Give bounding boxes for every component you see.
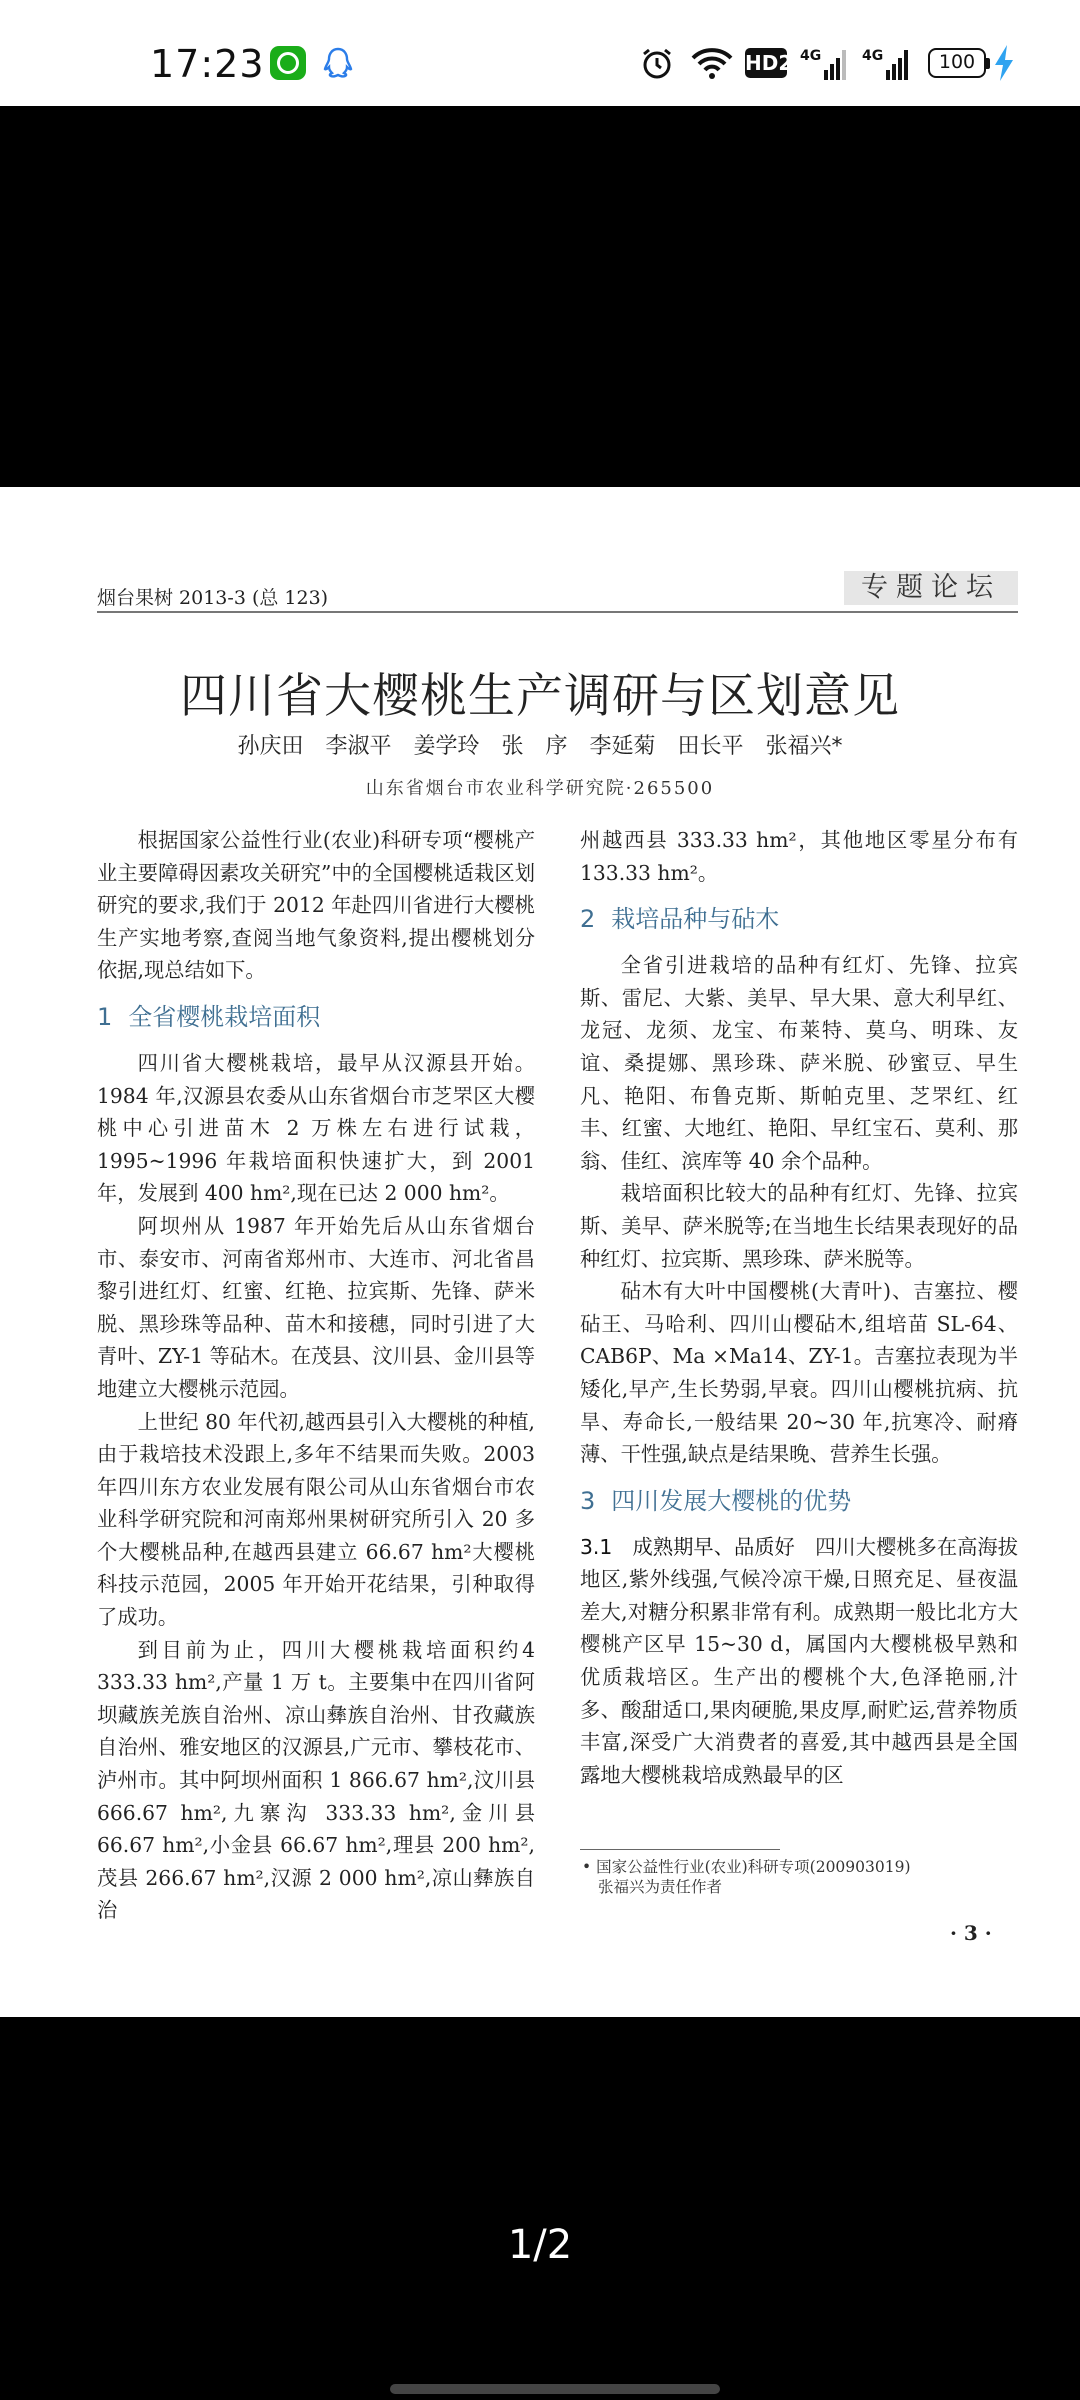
paragraph: 全省引进栽培的品种有红灯、先锋、拉宾斯、雷尼、大紫、美早、早大果、意大利早红、龙冠、龙须、龙宝、布莱特、莫乌、明珠、友谊、桑提娜、黑珍珠、萨米脱、砂蜜豆、早生凡、艳阳、布鲁克斯、斯帕克里、芝罘红、红丰、红蜜、大地红、艳阳、早红宝石、莫利、那翁、佳红、滨库等 40 余个品种。 xyxy=(580,953,1018,1173)
svg-text:4G: 4G xyxy=(862,48,884,64)
footnote xyxy=(582,1857,1022,1897)
footnote-line: 张福兴为责任作者 xyxy=(598,1878,723,1896)
paragraph: 根据国家公益性行业(农业)科研专项“樱桃产业主要障碍因素攻关研究”中的全国樱桃适栽区划研究的要求,我们于 2012 年赴四川省进行大樱桃生产实地考察,查阅当地气象资料,提出樱桃划分依据,现总结如下。 xyxy=(97,828,535,983)
section-title: 全省樱桃栽培面积 xyxy=(128,1002,321,1031)
paragraph: 栽培面积比较大的品种有红灯、先锋、拉宾斯、美早、萨米脱等;在当地生长结果表现好的品种红灯、拉宾斯、黑珍珠、萨米脱等。 xyxy=(580,1181,1018,1271)
home-indicator-bar[interactable] xyxy=(390,2384,720,2394)
document-page[interactable] xyxy=(0,487,1080,2017)
wechat-icon xyxy=(270,46,306,80)
paragraph: 到目前为止，四川大樱桃栽培面积约4 333.33 hm²,产量 1 万 t。主要集中在四川省阿坝藏族羌族自治州、凉山彝族自治州、甘孜藏族自治州、雅安地区的汉源县,广元市、攀枝花市、泸州市。其中阿坝州面积 1 866.67 hm²,汶川县 666.67 hm²,九寨沟 333.33 hm²,金川县 66.67 hm²,小金县 66.67 hm²,理县 200 hm²,茂县 266.67 hm²,汉源 2 000 hm²,凉山彝族自治 xyxy=(97,1637,535,1923)
wifi-icon xyxy=(690,46,734,80)
page-number: · 3 · xyxy=(950,1921,992,1945)
left-column xyxy=(97,824,535,1927)
article-title: 四川省大樱桃生产调研与区划意见 xyxy=(180,669,900,724)
section-title: 栽培品种与砧木 xyxy=(611,905,780,934)
header-rule xyxy=(97,611,1018,613)
subsection-title: 3.1 成熟期早、品质好 xyxy=(580,1534,795,1559)
running-title: 烟台果树 2013-3 (总 123) xyxy=(97,587,329,609)
paragraph-text: 四川大樱桃多在高海拔地区,紫外线强,气候冷凉干燥,日照充足、昼夜温差大,对糖分积累非常有利。成熟期一般比北方大樱桃产区早 15~30 d，属国内大樱桃极早熟和优质栽培区。生产出的樱桃个大,色泽艳丽,汁多、酸甜适口,果肉硬脆,果皮厚,耐贮运,营养物质丰富,深受广大消费者的喜爱,其中越西县是全国露地大樱桃栽培成熟最早的区 xyxy=(580,1534,1018,1787)
authors: 孙庆田 李淑平 姜学玲 张 序 李延菊 田长平 张福兴* xyxy=(237,734,843,759)
charging-bolt-icon xyxy=(992,44,1016,82)
section-number: 1 xyxy=(97,1002,113,1031)
section-heading xyxy=(580,1479,1018,1523)
paragraph: 州越西县 333.33 hm²，其他地区零星分布有 133.33 hm²。 xyxy=(580,828,1018,885)
paragraph: 上世纪 80 年代初,越西县引入大樱桃的种植,由于栽培技术没跟上,多年不结果而失败。2003 年四川东方农业发展有限公司从山东省烟台市农业科学研究院和河南郑州果树研究所引入 20 多个大樱桃品种,在越西县建立 66.67 hm²大樱桃科技示范园，2005 年开始开花结果，引种取得了成功。 xyxy=(97,1409,535,1630)
page-indicator: 1/2 xyxy=(507,2222,573,2268)
paragraph: 四川省大樱桃栽培，最早从汉源县开始。1984 年,汉源县农委从山东省烟台市芝罘区大樱桃中心引进苗木 2 万株左右进行试栽，1995~1996 年栽培面积快速扩大，到 2001 年，发展到 400 hm²,现在已达 2 000 hm²。 xyxy=(97,1050,535,1206)
section-badge: 专题论坛 xyxy=(844,571,1018,605)
signal-icon xyxy=(800,46,846,82)
section-heading xyxy=(580,897,1018,941)
paragraph xyxy=(580,1531,1018,1792)
svg-text:4G: 4G xyxy=(800,48,822,64)
signal-icon xyxy=(862,46,908,82)
affiliation: 山东省烟台市农业科学研究院·265500 xyxy=(365,778,715,799)
footnote-rule xyxy=(580,1849,780,1850)
paragraph: 砧木有大叶中国樱桃(大青叶)、吉塞拉、樱砧王、马哈利、四川山樱砧木,组培苗 SL-64、CAB6P、Ma ×Ma14、ZY-1。吉塞拉表现为半矮化,早产,生长势弱,早衰。四川山樱桃抗病、抗旱、寿命长,一般结果 20~30 年,抗寒冷、耐瘠薄、干性强,缺点是结果晚、营养生长强。 xyxy=(580,1279,1018,1467)
section-number: 2 xyxy=(580,905,596,934)
alarm-icon xyxy=(640,46,674,80)
section-number: 3 xyxy=(580,1486,596,1515)
paragraph: 阿坝州从 1987 年开始先后从山东省烟台市、泰安市、河南省郑州市、大连市、河北省昌黎引进红灯、红蜜、红艳、拉宾斯、先锋、萨米脱、黑珍珠等品种、苗木和接穗，同时引进了大青叶、ZY-1 等砧木。在茂县、汶川县、金川县等地建立大樱桃示范园。 xyxy=(97,1213,535,1401)
section-title: 四川发展大樱桃的优势 xyxy=(611,1486,852,1515)
hd-icon: HD2 xyxy=(745,48,787,78)
footnote-line: • 国家公益性行业(农业)科研专项(200903019) xyxy=(582,1858,911,1876)
status-bar xyxy=(0,0,1080,106)
status-time: 17:23 xyxy=(150,42,265,86)
section-heading xyxy=(97,995,535,1039)
battery-tip xyxy=(986,58,990,69)
battery-icon: 100 xyxy=(928,48,986,78)
qq-icon xyxy=(322,46,354,82)
right-column xyxy=(580,824,1018,1791)
